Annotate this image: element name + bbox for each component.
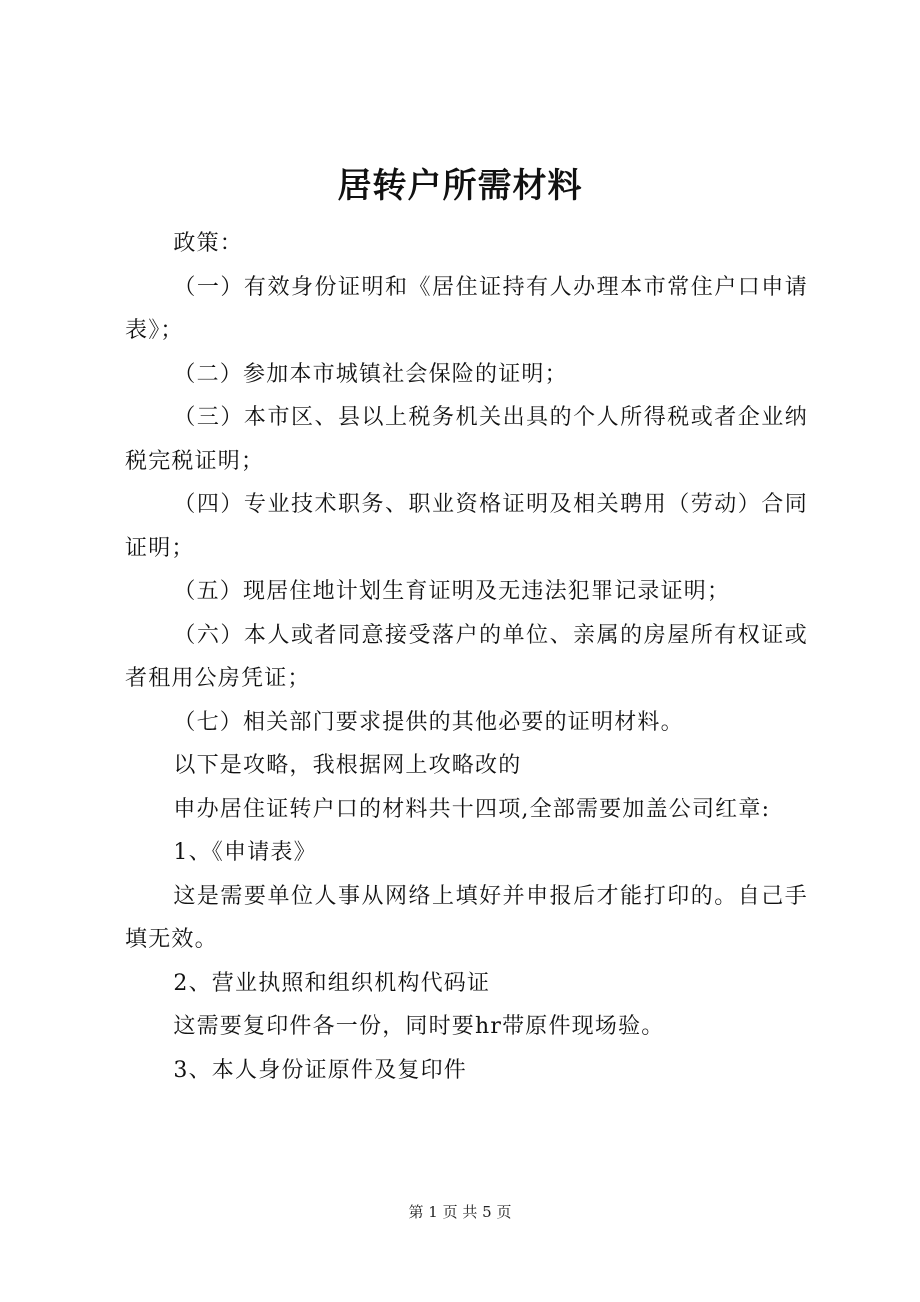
document-body — [125, 222, 808, 1092]
paragraph-material-1-note: 这是需要单位人事从网络上填好并申报后才能打印的。自己手填无效。 — [125, 883, 808, 952]
paragraph-material-2-heading: 2、营业执照和组织机构代码证 — [173, 970, 491, 996]
paragraph-guide-intro: 以下是攻略，我根据网上攻略改的 — [173, 753, 522, 778]
paragraph-material-3-heading: 3、本人身份证原件及复印件 — [173, 1057, 467, 1083]
paragraph-policy-item-7: （七）相关部门要求提供的其他必要的证明材料。 — [173, 709, 684, 735]
paragraph-policy-item-3: （三）本市区、县以上税务机关出具的个人所得税或者企业纳税完税证明； — [125, 405, 808, 474]
paragraph-policy-item-2: （二）参加本市城镇社会保险的证明； — [173, 361, 568, 387]
paragraph-policy-item-6: （六）本人或者同意接受落户的单位、亲属的房屋所有权证或者租用公房凭证； — [125, 622, 808, 691]
paragraph-material-1-heading: 1、《申请表》 — [173, 840, 317, 865]
paragraph-policy-item-5: （五）现居住地计划生育证明及无违法犯罪记录证明； — [173, 579, 731, 604]
page-number-footer: 第 1 页 共 5 页 — [408, 1203, 512, 1221]
paragraph-policy-item-1: （一）有效身份证明和《居住证持有人办理本市常住户口申请表》； — [125, 274, 808, 343]
paragraph-policy-item-4: （四）专业技术职务、职业资格证明及相关聘用（劳动）合同证明； — [125, 492, 808, 561]
paragraph-materials-summary: 申办居住证转户口的材料共十四项,全部需要加盖公司红章: — [173, 796, 771, 822]
paragraph-policy-heading: 政策： — [173, 231, 243, 256]
document-title: 居转户所需材料 — [337, 166, 583, 206]
paragraph-material-2-note: 这需要复印件各一份，同时要hr带原件现场验。 — [173, 1014, 665, 1039]
